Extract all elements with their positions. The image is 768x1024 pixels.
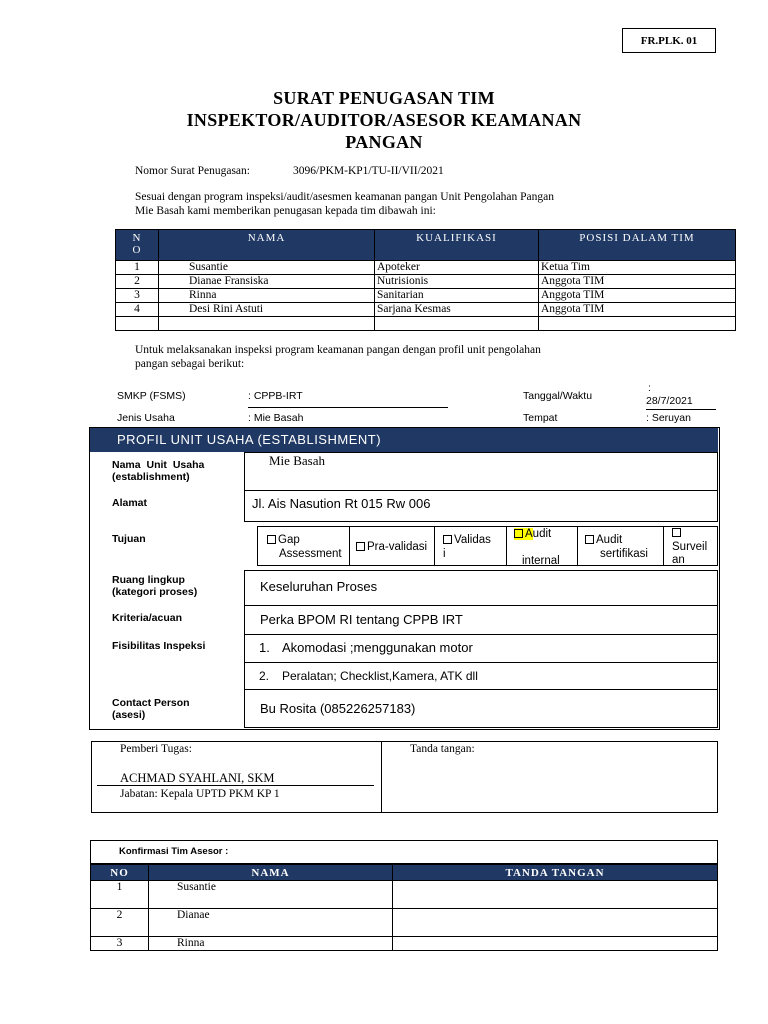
tanggal-colon: : (648, 382, 651, 394)
row-posisi: Ketua Tim (539, 261, 736, 275)
nomor-label: Nomor Surat Penugasan: (135, 165, 250, 177)
intro-line-2: Mie Basah kami memberikan penugasan kepada tim dibawah ini: (135, 205, 436, 217)
row-no (116, 317, 159, 331)
row-no: 3 (116, 289, 159, 303)
row-nama (159, 317, 375, 331)
tujuan-label: Tujuan (112, 533, 146, 545)
signature-line (97, 785, 374, 786)
form-code: FR.PLK. 01 (622, 28, 716, 53)
option-audit-internal-label-1: udit (532, 528, 552, 540)
ruang-lingkup-label (112, 574, 197, 598)
intro-line-1: Sesuai dengan program inspeksi/audit/asesmen keamanan pangan Unit Pengolahan Pangan (135, 191, 555, 203)
conf-row-no: 2 (91, 909, 149, 937)
fisibilitas-field[interactable] (244, 634, 718, 690)
confirmation-table-header (91, 865, 718, 881)
option-gap-assessment[interactable] (257, 526, 350, 566)
table-row (116, 275, 736, 289)
nama-unit-label (112, 459, 204, 483)
col-header-no (116, 230, 159, 261)
tanggal-label: Tanggal/Waktu (523, 390, 593, 402)
fisibilitas-label: Fisibilitas Inspeksi (112, 640, 206, 652)
confirmation-title-box (90, 840, 718, 864)
col-header-nama: NAMA (159, 230, 375, 261)
checkbox-icon[interactable] (672, 528, 681, 537)
fisibilitas-1-value: Akomodasi ;menggunakan motor (282, 640, 473, 655)
row-kualifikasi: Sarjana Kesmas (375, 303, 539, 317)
signature-divider (381, 742, 382, 812)
conf-row-no: 1 (91, 881, 149, 909)
row-kualifikasi: Nutrisionis (375, 275, 539, 289)
conf-row-signature[interactable] (393, 881, 718, 909)
signature-box (91, 741, 718, 813)
profile-header: PROFIL UNIT USAHA (ESTABLISHMENT) (90, 428, 718, 452)
kriteria-field[interactable] (244, 605, 718, 635)
tempat-label: Tempat (523, 412, 558, 424)
fisibilitas-2-value: Peralatan; Checklist,Kamera, ATK dll (282, 669, 478, 683)
conf-row-nama: Dianae (149, 909, 393, 937)
row-nama: Susantie (159, 261, 375, 275)
contact-person-field[interactable] (244, 689, 718, 728)
conf-row-nama: Rinna (149, 937, 393, 951)
row-posisi: Anggota TIM (539, 303, 736, 317)
conf-col-nama: NAMA (149, 865, 393, 881)
option-surveilan-label-2: an (672, 554, 685, 566)
jabatan: Jabatan: Kepala UPTD PKM KP 1 (120, 788, 280, 800)
purpose-line-1: Untuk melaksanakan inspeksi program keamanan pangan dengan profil unit pengolahan (135, 344, 541, 356)
col-header-kualifikasi: KUALIFIKASI (375, 230, 539, 261)
purpose-line-2: pangan sebagai berikut: (135, 358, 245, 370)
nama-unit-value: Mie Basah (269, 453, 325, 468)
ruang-lingkup-label-2: (kategori proses) (112, 586, 198, 598)
row-nama: Rinna (159, 289, 375, 303)
col-header-no-1: N (132, 232, 142, 244)
title-line-2: INSPEKTOR/AUDITOR/ASESOR KEAMANAN (186, 110, 582, 130)
jenis-label: Jenis Usaha (117, 412, 175, 424)
table-row (116, 261, 736, 275)
row-no: 2 (116, 275, 159, 289)
row-nama: Dianae Fransiska (159, 275, 375, 289)
team-table (115, 229, 736, 331)
ruang-lingkup-value: Keseluruhan Proses (260, 579, 378, 594)
option-surveilan-label-1: Surveil (672, 541, 708, 553)
title-line-1: SURAT PENUGASAN TIM (273, 88, 495, 108)
option-validasi-label-1: Validas (454, 534, 491, 546)
kriteria-value: Perka BPOM RI tentang CPPB IRT (260, 612, 463, 627)
kriteria-label: Kriteria/acuan (112, 612, 183, 624)
row-no: 1 (116, 261, 159, 275)
ruang-lingkup-field[interactable] (244, 570, 718, 606)
option-audit-internal-highlight: A (525, 528, 533, 540)
tempat-value: : Seruyan (646, 412, 691, 424)
table-row (116, 303, 736, 317)
col-header-posisi: POSISI DALAM TIM (539, 230, 736, 261)
table-row (116, 317, 736, 331)
smkp-label: SMKP (FSMS) (117, 390, 186, 402)
alamat-value: Jl. Ais Nasution Rt 015 Rw 006 (252, 496, 431, 511)
option-audit-internal-label-2: internal (522, 555, 560, 567)
table-row (116, 289, 736, 303)
nomor-value: 3096/PKM-KP1/TU-II/VII/2021 (293, 165, 444, 177)
option-surveilan[interactable] (663, 526, 718, 566)
pemberi-tugas-label: Pemberi Tugas: (120, 743, 192, 755)
fisibilitas-divider (245, 662, 717, 663)
alamat-label: Alamat (112, 497, 148, 509)
conf-row-signature[interactable] (393, 937, 718, 951)
team-table-header (116, 230, 736, 261)
row-kualifikasi: Sanitarian (375, 289, 539, 303)
alamat-field[interactable] (244, 490, 718, 522)
fisibilitas-1-number: 1. (259, 640, 270, 655)
conf-row-no: 3 (91, 937, 149, 951)
option-pra-label: Pra-validasi (367, 541, 428, 553)
contact-person-label-1: Contact Person (112, 697, 190, 709)
jenis-value: : Mie Basah (248, 412, 304, 424)
option-pra-validasi[interactable] (349, 526, 435, 566)
table-row (91, 909, 718, 937)
ruang-lingkup-label-1: Ruang lingkup (112, 574, 185, 586)
pemberi-tugas-name: ACHMAD SYAHLANI, SKM (120, 771, 275, 785)
checkbox-icon[interactable] (585, 535, 594, 544)
conf-row-signature[interactable] (393, 909, 718, 937)
conf-col-tanda: TANDA TANGAN (393, 865, 718, 881)
contact-person-label-2: (asesi) (112, 709, 146, 721)
row-posisi: Anggota TIM (539, 275, 736, 289)
contact-person-label (112, 697, 190, 721)
row-no: 4 (116, 303, 159, 317)
nama-unit-label-1: Nama Unit Usaha (112, 459, 205, 471)
col-header-no-2: O (132, 244, 142, 256)
tanggal-value: 28/7/2021 (646, 395, 716, 410)
row-posisi (539, 317, 736, 331)
fisibilitas-2-number: 2. (259, 669, 270, 683)
checkbox-icon[interactable] (356, 542, 365, 551)
row-kualifikasi (375, 317, 539, 331)
checkbox-icon[interactable] (267, 535, 276, 544)
smkp-value: : CPPB-IRT (248, 390, 448, 408)
confirmation-table (90, 864, 718, 951)
confirmation-title: Konfirmasi Tim Asesor : (119, 846, 229, 857)
checkbox-icon[interactable] (443, 535, 452, 544)
conf-col-no: NO (91, 865, 149, 881)
option-audit-sertifikasi[interactable] (577, 526, 664, 566)
option-validasi[interactable] (434, 526, 507, 566)
table-row (91, 937, 718, 951)
row-kualifikasi: Apoteker (375, 261, 539, 275)
option-audit-sertifikasi-label-1: Audit (596, 534, 623, 546)
contact-person-value: Bu Rosita (085226257183) (260, 701, 416, 716)
option-gap-label-1: Gap (278, 534, 300, 546)
conf-row-nama: Susantie (149, 881, 393, 909)
tanda-tangan-label: Tanda tangan: (410, 743, 475, 755)
row-posisi: Anggota TIM (539, 289, 736, 303)
title-line-3: PANGAN (345, 132, 423, 152)
option-audit-internal[interactable] (506, 526, 578, 566)
option-gap-label-2: Assessment (279, 548, 342, 560)
nama-unit-field[interactable] (244, 452, 718, 491)
row-nama: Desi Rini Astuti (159, 303, 375, 317)
checkbox-icon[interactable] (514, 529, 523, 538)
nama-unit-label-2: (establishment) (112, 471, 190, 483)
option-validasi-label-2: i (443, 548, 446, 560)
option-audit-sertifikasi-label-2: sertifikasi (600, 548, 648, 560)
table-row (91, 881, 718, 909)
